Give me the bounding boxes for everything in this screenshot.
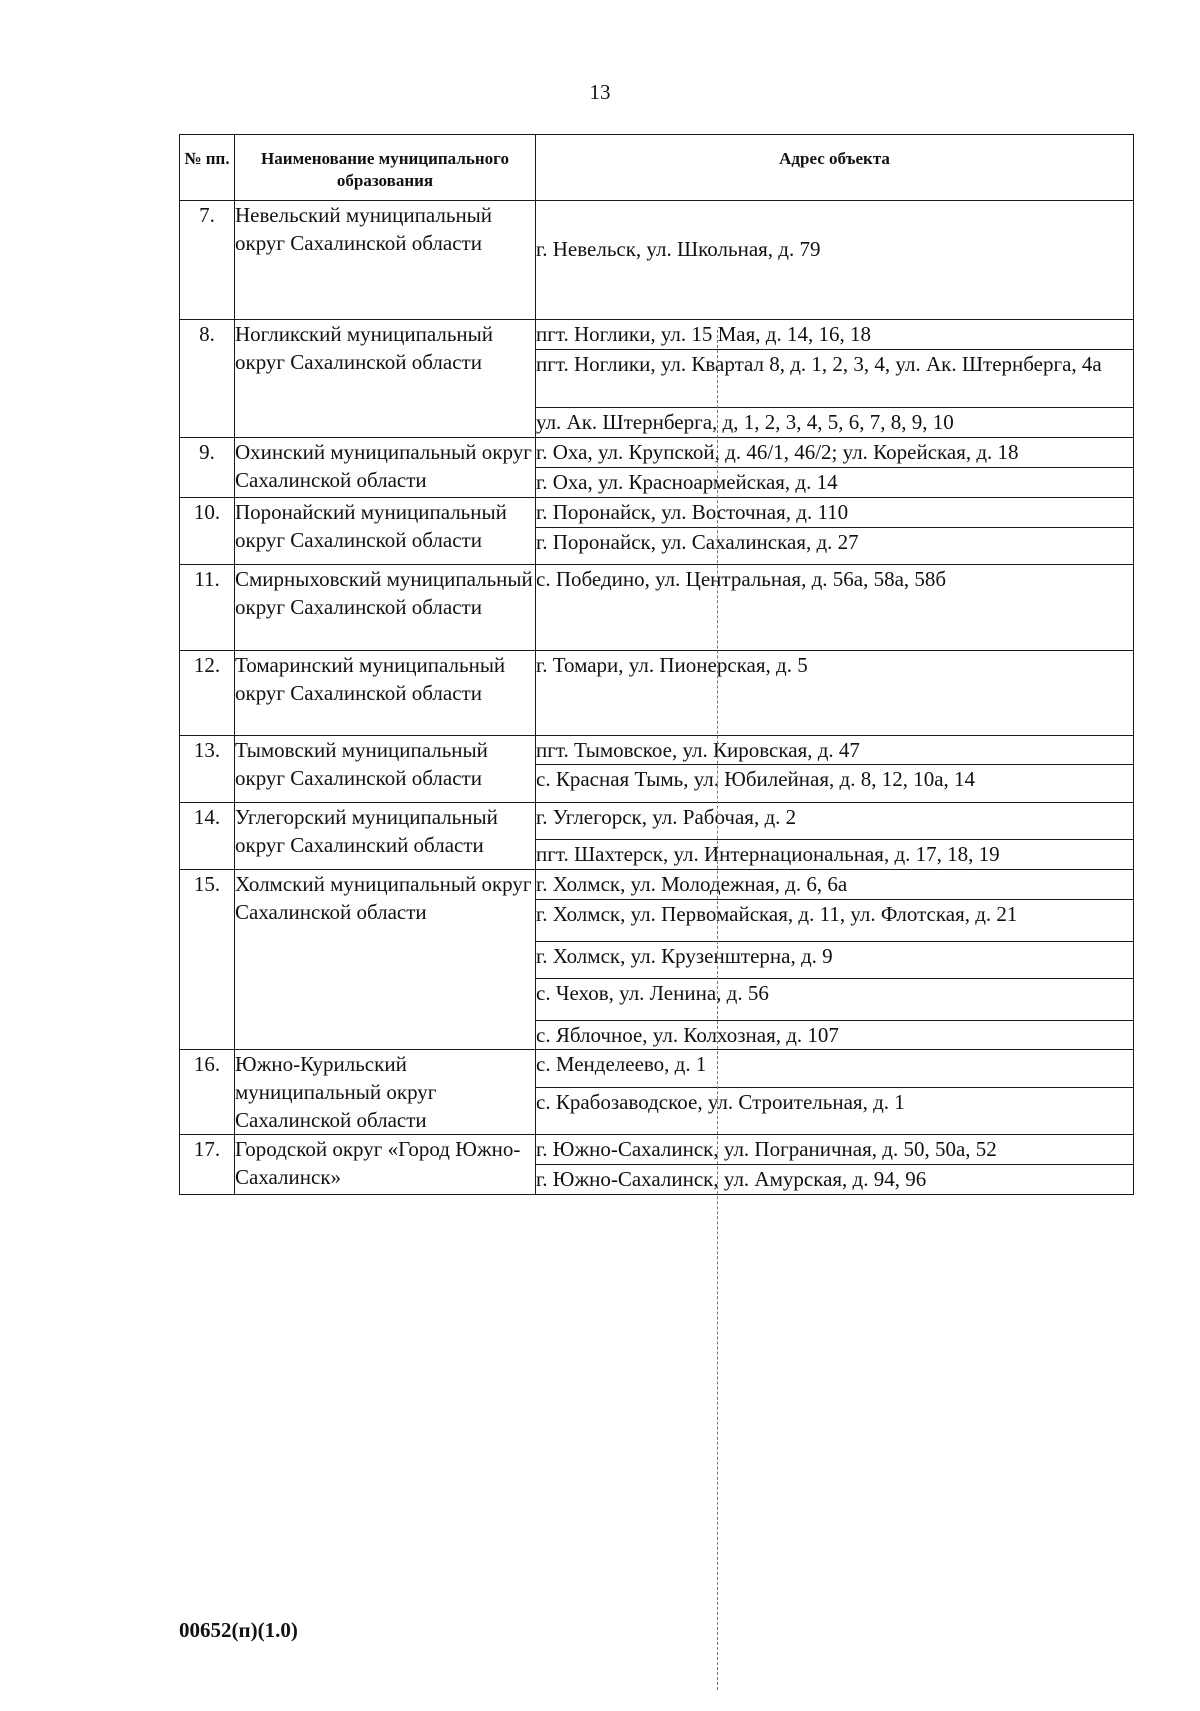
table-row	[180, 438, 1134, 468]
object-address: г. Томари, ул. Пионерская, д. 5	[536, 651, 1134, 736]
object-address: с. Яблочное, ул. Колхозная, д. 107	[536, 1021, 1134, 1050]
row-number: 15.	[180, 870, 235, 1050]
object-address: г. Холмск, ул. Первомайская, д. 11, ул. Флотская, д. 21	[536, 900, 1134, 942]
table-header-row	[180, 135, 1134, 201]
row-number: 16.	[180, 1050, 235, 1135]
table-row	[180, 498, 1134, 528]
row-number: 12.	[180, 651, 235, 736]
table-row	[180, 1050, 1134, 1088]
municipality-name: Углегорский муниципальный округ Сахалинский области	[235, 803, 536, 870]
municipality-name: Охинский муниципальный округ Сахалинской области	[235, 438, 536, 498]
municipality-name: Поронайский муниципальный округ Сахалинской области	[235, 498, 536, 565]
row-number: 13.	[180, 736, 235, 803]
table-row	[180, 803, 1134, 840]
object-address: пгт. Тымовское, ул. Кировская, д. 47	[536, 736, 1134, 765]
page-number: 13	[589, 80, 611, 104]
object-address: г. Оха, ул. Крупской, д. 46/1, 46/2; ул. Корейская, д. 18	[536, 438, 1134, 468]
header-address: Адрес объекта	[536, 135, 1134, 201]
table-row	[180, 320, 1134, 350]
address-table	[179, 134, 1134, 1195]
object-address: с. Победино, ул. Центральная, д. 56а, 58а, 58б	[536, 565, 1134, 651]
document-code: 00652(п)(1.0)	[179, 1618, 298, 1642]
object-address: пгт. Ноглики, ул. 15 Мая, д. 14, 16, 18	[536, 320, 1134, 350]
object-address: с. Менделеево, д. 1	[536, 1050, 1134, 1088]
object-address: ул. Ак. Штернберга, д, 1, 2, 3, 4, 5, 6, 7, 8, 9, 10	[536, 408, 1134, 438]
object-address: с. Крабозаводское, ул. Строительная, д. 1	[536, 1088, 1134, 1135]
municipality-name: Невельский муниципальный округ Сахалинской области	[235, 201, 536, 320]
row-number: 17.	[180, 1135, 235, 1195]
object-address: г. Невельск, ул. Школьная, д. 79	[536, 201, 1134, 320]
object-address: пгт. Шахтерск, ул. Интернациональная, д. 17, 18, 19	[536, 840, 1134, 870]
row-number: 7.	[180, 201, 235, 320]
object-address: г. Поронайск, ул. Сахалинская, д. 27	[536, 528, 1134, 565]
municipality-name: Смирныховский муниципальный округ Сахалинской области	[235, 565, 536, 651]
table-row	[180, 651, 1134, 736]
object-address: г. Поронайск, ул. Восточная, д. 110	[536, 498, 1134, 528]
table-row	[180, 1135, 1134, 1165]
table-body	[180, 201, 1134, 1195]
object-address: с. Красная Тымь, ул. Юбилейная, д. 8, 12, 10а, 14	[536, 765, 1134, 803]
table-row	[180, 201, 1134, 320]
object-address: г. Углегорск, ул. Рабочая, д. 2	[536, 803, 1134, 840]
object-address: с. Чехов, ул. Ленина, д. 56	[536, 979, 1134, 1021]
row-number: 11.	[180, 565, 235, 651]
scan-artifact-line	[717, 330, 718, 1690]
table-row	[180, 870, 1134, 900]
municipality-name: Томаринский муниципальный округ Сахалинской области	[235, 651, 536, 736]
row-number: 14.	[180, 803, 235, 870]
object-address: г. Южно-Сахалинск, ул. Амурская, д. 94, 96	[536, 1165, 1134, 1195]
municipality-name: Тымовский муниципальный округ Сахалинской области	[235, 736, 536, 803]
table-row	[180, 736, 1134, 765]
municipality-name: Городской округ «Город Южно-Сахалинск»	[235, 1135, 536, 1195]
row-number: 9.	[180, 438, 235, 498]
object-address: г. Холмск, ул. Крузенштерна, д. 9	[536, 942, 1134, 979]
object-address: г. Оха, ул. Красноармейская, д. 14	[536, 468, 1134, 498]
municipality-name: Холмский муниципальный округ Сахалинской области	[235, 870, 536, 1050]
municipality-name: Южно-Курильский муниципальный округ Сахалинской области	[235, 1050, 536, 1135]
municipality-name: Ногликский муниципальный округ Сахалинской области	[235, 320, 536, 438]
table-row	[180, 565, 1134, 651]
row-number: 10.	[180, 498, 235, 565]
header-municipality: Наименование муниципального образования	[235, 135, 536, 201]
row-number: 8.	[180, 320, 235, 438]
object-address: г. Холмск, ул. Молодежная, д. 6, 6а	[536, 870, 1134, 900]
header-number: № пп.	[180, 135, 235, 201]
object-address: г. Южно-Сахалинск, ул. Пограничная, д. 50, 50а, 52	[536, 1135, 1134, 1165]
object-address: пгт. Ноглики, ул. Квартал 8, д. 1, 2, 3, 4, ул. Ак. Штернберга, 4а	[536, 350, 1134, 408]
